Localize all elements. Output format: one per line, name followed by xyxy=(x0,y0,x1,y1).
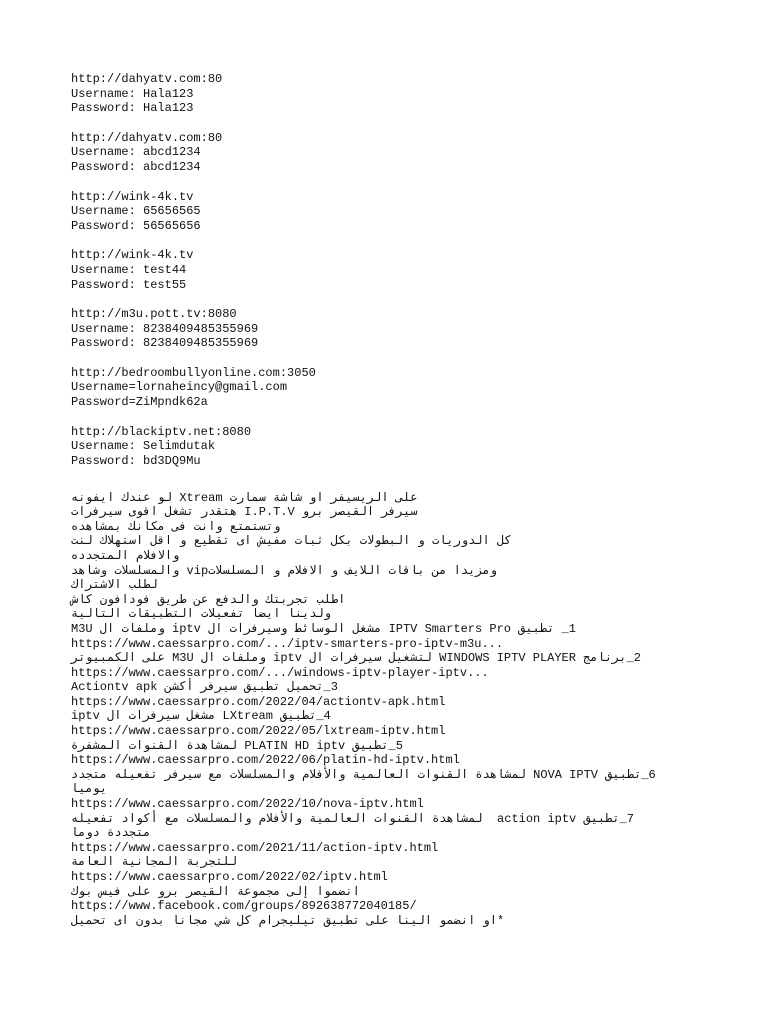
document-page xyxy=(71,72,711,928)
server-username: Username: Selimdutak xyxy=(71,439,216,454)
server-url: http://blackiptv.net:8080 xyxy=(71,424,252,439)
promo-link[interactable]: https://www.caessarpro.com/2022/05/lxtream-iptv.html xyxy=(71,724,446,739)
server-entry xyxy=(71,248,711,292)
promo-text-line: متجددة دوما xyxy=(71,826,151,841)
promo-text-line: ومزيدا من باقات اللايف و الافلام و المسلسلاتvip والمسلسلات وشاهد xyxy=(71,563,497,578)
server-password: Password: Hala123 xyxy=(71,101,194,116)
promo-text-line: 6_تطبيق NOVA IPTV لمشاهدة القنوات العالمية والأفلام والمسلسلات مع سيرفر تفعيله متجدد xyxy=(71,767,656,782)
server-entry xyxy=(71,307,711,351)
server-password: Password: test55 xyxy=(71,277,187,292)
promo-link[interactable]: https://www.facebook.com/groups/892638772040185/ xyxy=(71,899,417,914)
server-username: Username: abcd1234 xyxy=(71,145,201,160)
promo-link[interactable]: https://www.caessarpro.com/2022/04/actiontv-apk.html xyxy=(71,694,446,709)
promo-text-line: لطلب الاشتراك xyxy=(71,578,158,593)
promo-link[interactable]: https://www.caessarpro.com/2022/02/iptv.html xyxy=(71,870,388,884)
server-entry xyxy=(71,72,711,116)
promo-section xyxy=(71,491,711,929)
server-entry xyxy=(71,131,711,175)
promo-text-line: 7_تطبيق action iptv لمشاهدة القنوات العالمية والأفلام والمسلسلات مع أكواد تفعيله xyxy=(71,811,634,826)
promo-text-line: للتجربة المجانية العامة xyxy=(71,855,238,870)
server-username: Username=lornaheincy@gmail.com xyxy=(71,380,288,395)
promo-text-line: اطلب تجربتك والدفع عن طريق فودافون كاش xyxy=(71,592,346,607)
server-username: Username: test44 xyxy=(71,262,187,277)
promo-link[interactable]: https://www.caessarpro.com/.../iptv-smarters-pro-iptv-m3u... xyxy=(71,636,504,651)
promo-text-line: 4_تطبيق LXtream مشغل سيرفرات ال iptv xyxy=(71,709,331,724)
promo-text-line: وتستمتع وانت فى مكانك بمشاهده xyxy=(71,519,281,534)
server-url: http://dahyatv.com:80 xyxy=(71,72,223,86)
promo-text-line: يوميا xyxy=(71,782,108,797)
server-entry xyxy=(71,366,711,410)
promo-text-line: 5_تطبيق PLATIN HD iptv لمشاهدة القنوات المشفرة xyxy=(71,738,403,753)
promo-text-line: كل الدوريات و البطولات بكل ثبات مفيش اى تقطيع و اقل استهلاك لنت xyxy=(71,534,512,549)
promo-link[interactable]: https://www.caessarpro.com/2022/10/nova-iptv.html xyxy=(71,797,424,812)
promo-link[interactable]: https://www.caessarpro.com/2021/11/action-iptv.html xyxy=(71,840,439,855)
server-url: http://wink-4k.tv xyxy=(71,248,194,263)
server-url: http://dahyatv.com:80 xyxy=(71,130,223,145)
server-password: Password: abcd1234 xyxy=(71,160,201,175)
promo-text-line: 2_برنامج WINDOWS IPTV PLAYER لتشغيل سيرفرات ال iptv وملفات ال M3U على الكمبيوتر xyxy=(71,651,641,666)
promo-text-line: والافلام المتجدده xyxy=(71,548,180,563)
promo-text-line: ولدينا ايضا تفعيلات التطبيقات التالية xyxy=(71,607,331,622)
promo-text-line: انضموا إلى مجموعة القيصر برو على فيس بوك xyxy=(71,884,360,899)
server-username: Username: Hala123 xyxy=(71,86,194,101)
server-username: Username: 8238409485355969 xyxy=(71,321,259,336)
server-url: http://bedroombullyonline.com:3050 xyxy=(71,365,316,380)
promo-link[interactable]: https://www.caessarpro.com/2022/06/platin-hd-iptv.html xyxy=(71,753,460,768)
server-url: http://m3u.pott.tv:8080 xyxy=(71,307,237,321)
server-password: Password: bd3DQ9Mu xyxy=(71,453,201,468)
server-entry xyxy=(71,425,711,469)
server-username: Username: 65656565 xyxy=(71,204,201,219)
server-list xyxy=(71,72,711,469)
promo-text-line: *او انضمو الينا على تطبيق تيليجرام كل شي مجانا بدون اى تحميل xyxy=(71,913,505,928)
promo-link[interactable]: https://www.caessarpro.com/.../windows-iptv-player-iptv... xyxy=(71,665,489,680)
promo-text-line: 1_ تطبيق IPTV Smarters Pro مشغل الوسائط وسيرفرات ال iptv وملفات ال M3U xyxy=(71,621,576,636)
server-url: http://wink-4k.tv xyxy=(71,189,194,204)
promo-text-line: 3_تحميل تطبيق سيرفر أكشن Actiontv apk xyxy=(71,680,338,695)
server-entry xyxy=(71,190,711,234)
promo-text-line: على الريسيفر او شاشة سمارت Xtream لو عندك ايفونه xyxy=(71,490,418,505)
server-password: Password=ZiMpndk62a xyxy=(71,395,208,410)
promo-text-line: سيرفر القيصر برو I.P.T.V هتقدر تشغل اقوى سيرفرات xyxy=(71,505,418,520)
server-password: Password: 56565656 xyxy=(71,218,201,233)
server-password: Password: 8238409485355969 xyxy=(71,336,259,351)
